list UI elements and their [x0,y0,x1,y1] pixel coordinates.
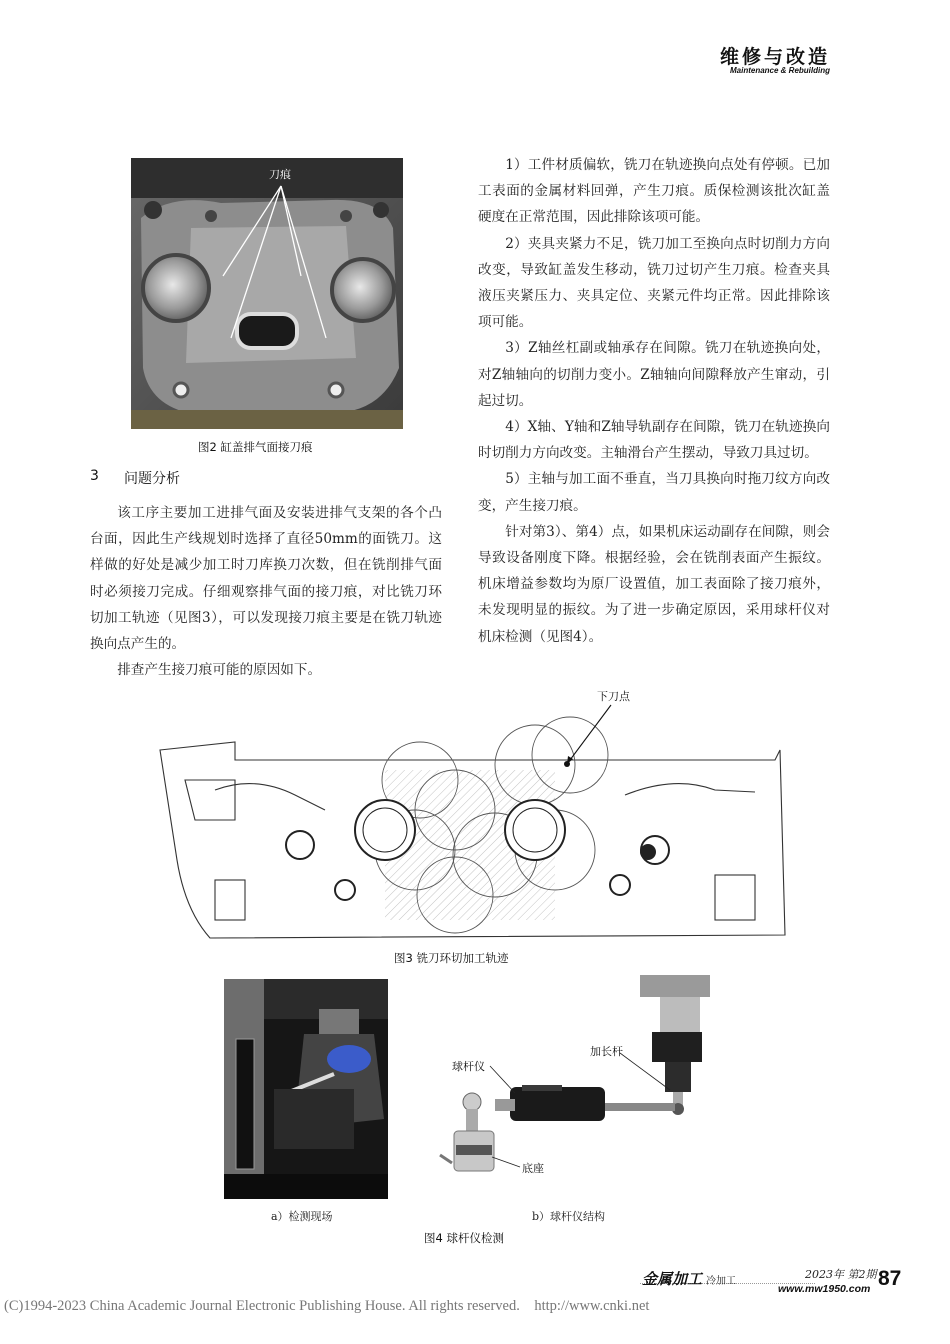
figure4-caption: 图4 球杆仪检测 [424,1231,504,1245]
figure4a-caption: a）检测现场 [271,1210,333,1223]
paragraph: 5）主轴与加工面不垂直，当刀具换向时拖刀纹方向改变，产生接刀痕。 [478,471,830,514]
section-heading: 问题分析 [124,471,180,487]
page-number: 87 [878,1267,902,1290]
section-title: 维修与改造 [719,46,830,68]
paragraph: 1）工件材质偏软，铣刀在轨迹换向点处有停顿。已加工表面的金属材料回弹，产生刀痕。质保检测该批次缸盖硬度在正常范围，因此排除该项可能。 [478,157,830,226]
figure4b-label-ballbar: 球杆仪 [452,1060,485,1073]
paragraph: 3）Z轴丝杠副或轴承存在间隙。铣刀在轨迹换向处，对Z轴轴向的切削力变小。Z轴轴向间隙释放产生窜动，引起过切。 [478,340,830,409]
figure3-label: 下刀点 [597,690,630,703]
website: www.mw1950.com [778,1283,871,1295]
figure3-caption: 图3 铣刀环切加工轨迹 [394,951,509,965]
figure4b-label-extension: 加长杆 [590,1045,623,1058]
section-subtitle: Maintenance & Rebuilding [729,66,830,75]
right-column [478,152,830,650]
figure3-drawing [155,680,795,945]
section-number: 3 [90,468,99,484]
paragraph: 排查产生接刀痕可能的原因如下。 [117,662,322,679]
figure2-caption: 图2 缸盖排气面接刀痕 [198,440,313,454]
paragraph: 针对第3）、第4）点，如果机床运动副存在间隙，则会导致设备刚度下降。根据经验，会在铣削表面产生振纹。机床增益参数均为原厂设置值，加工表面除了接刀痕外，未发现明显的振纹。为了进一步确定原因，采用球杆仪对机床检测（见图4）。 [478,523,830,645]
figure4b-label-base: 底座 [522,1162,544,1175]
figure4b-illustration [430,975,730,1200]
magazine-logo: 金属加工 [642,1270,703,1288]
left-column [90,500,442,683]
issue-label: 2023年 第2期 [805,1268,877,1281]
figure2-photo [131,158,403,429]
copyright-line: (C)1994-2023 China Academic Journal Electronic Publishing House. All rights reserved. http://www.cnki.net [4,1298,650,1314]
paragraph: 4）X轴、Y轴和Z轴导轨副存在间隙，铣刀在轨迹换向时切削力方向改变。主轴滑台产生摆动，导致刀具过切。 [478,419,830,462]
figure4a-photo [224,979,388,1199]
figure2-annotation: 刀痕 [269,168,291,181]
paragraph: 该工序主要加工进排气面及安装进排气支架的各个凸台面，因此生产线规划时选择了直径50mm的面铣刀。这样做的好处是减少加工时刀库换刀次数，但在铣削排气面时必须接刀完成。仔细观察排气面的接刀痕，对比铣刀环切加工轨迹（见图3），可以发现接刀痕主要是在铣刀轨迹换向点产生的。 [90,505,442,653]
figure4b-caption: b）球杆仪结构 [532,1210,606,1223]
paragraph: 2）夹具夹紧力不足，铣刀加工至换向点时切削力方向改变，导致缸盖发生移动，铣刀过切产生刀痕。检查夹具液压夹紧压力、夹具定位、夹紧元件均正常。因此排除该项可能。 [478,235,830,331]
magazine-subtitle: 冷加工 [706,1276,736,1287]
